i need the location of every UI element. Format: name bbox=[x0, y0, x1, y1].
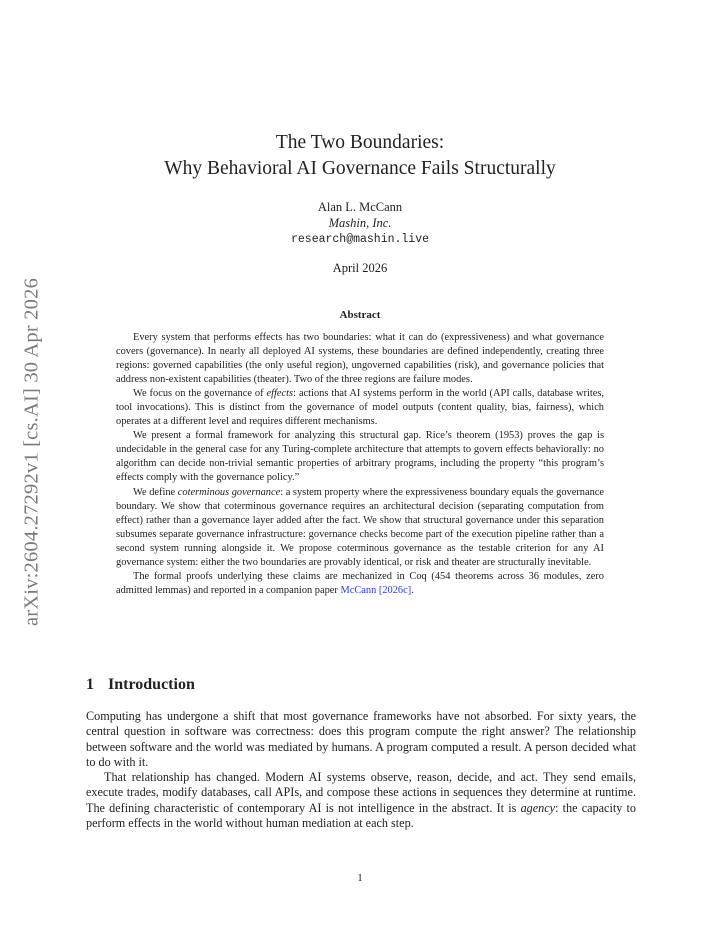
body-paragraph: Computing has undergone a shift that most governance frameworks have not absorbed. For sixty years, the central question in software was correctness: does this program compute the right answer? The relationship between software and the world was mediated by humans. A program computed a result. A person decided what to do with it. bbox=[86, 709, 636, 769]
section-number: 1 bbox=[86, 676, 94, 693]
abstract-paragraph: We define coterminous governance: a system property where the expressiveness boundary equals the governance boundary. We show that coterminous governance requires an architectural decision (separating computation from effect) rather than a governance layer added after the fact. We show that structural governance under this separation subsumes separate governance infrastructure: governance checks become part of the execution pipeline rather than a second system running alongside it. We propose coterminous governance as the testable criterion for any AI governance system: either the two boundaries are provably identical, or risk and theater are structurally inevitable. bbox=[116, 486, 605, 568]
author-email: research@mashin.live bbox=[290, 233, 430, 246]
introduction-body bbox=[86, 709, 636, 831]
author-affiliation: Mashin, Inc. bbox=[328, 216, 392, 230]
body-paragraph: That relationship has changed. Modern AI systems observe, reason, decide, and act. They send emails, execute trades, modify databases, call APIs, and compose these actions in sequences they determine at runtime. The defining characteristic of contemporary AI is not intelligence in the abstract. It is agency: the capacity to perform effects in the world without human mediation at each step. bbox=[86, 770, 636, 831]
abstract-body bbox=[116, 331, 604, 598]
section-title: Introduction bbox=[108, 676, 195, 693]
abstract-heading: Abstract bbox=[339, 309, 381, 321]
paper-title-line-2: Why Behavioral AI Governance Fails Structurally bbox=[164, 158, 556, 179]
arxiv-id: arXiv:2604.27292v1 [cs.AI] 30 Apr 2026 bbox=[20, 277, 43, 627]
citation-link[interactable]: McCann [2026c] bbox=[340, 584, 412, 596]
page-number: 1 bbox=[357, 872, 363, 884]
abstract-paragraph: The formal proofs underlying these claims are mechanized in Coq (454 theorems across 36 modules, zero admitted lemmas) and reported in a companion paper McCann [2026c]. bbox=[116, 570, 604, 596]
section-heading bbox=[86, 676, 195, 694]
author-name: Alan L. McCann bbox=[317, 200, 403, 214]
publication-date: April 2026 bbox=[332, 261, 388, 275]
abstract-paragraph: Every system that performs effects has two boundaries: what it can do (expressiveness) and what governance covers (governance). In nearly all deployed AI systems, these boundaries are defined independently, creating three regions: governed capabilities (the only useful region), ungoverned capabilities (risk), and governance policies that address non-existent capabilities (theater). Two of the three regions are failure modes. bbox=[116, 332, 604, 386]
abstract-paragraph: We focus on the governance of effects: actions that AI systems perform in the world (API calls, database writes, tool invocations). This is distinct from the governance of model outputs (content quality, bias, fairness), which operates at a different level and requires different mechanisms. bbox=[116, 388, 605, 428]
abstract-paragraph: We present a formal framework for analyzing this structural gap. Rice’s theorem (1953) proves the gap is undecidable in the general case for any Turing-complete architecture that attempts to govern effects behaviorally: no algorithm can decide non-trivial semantic properties of arbitrary programs, including the property “this program’s effects comply with the governance policy.” bbox=[116, 430, 604, 484]
paper-title-line-1: The Two Boundaries: bbox=[275, 132, 445, 153]
